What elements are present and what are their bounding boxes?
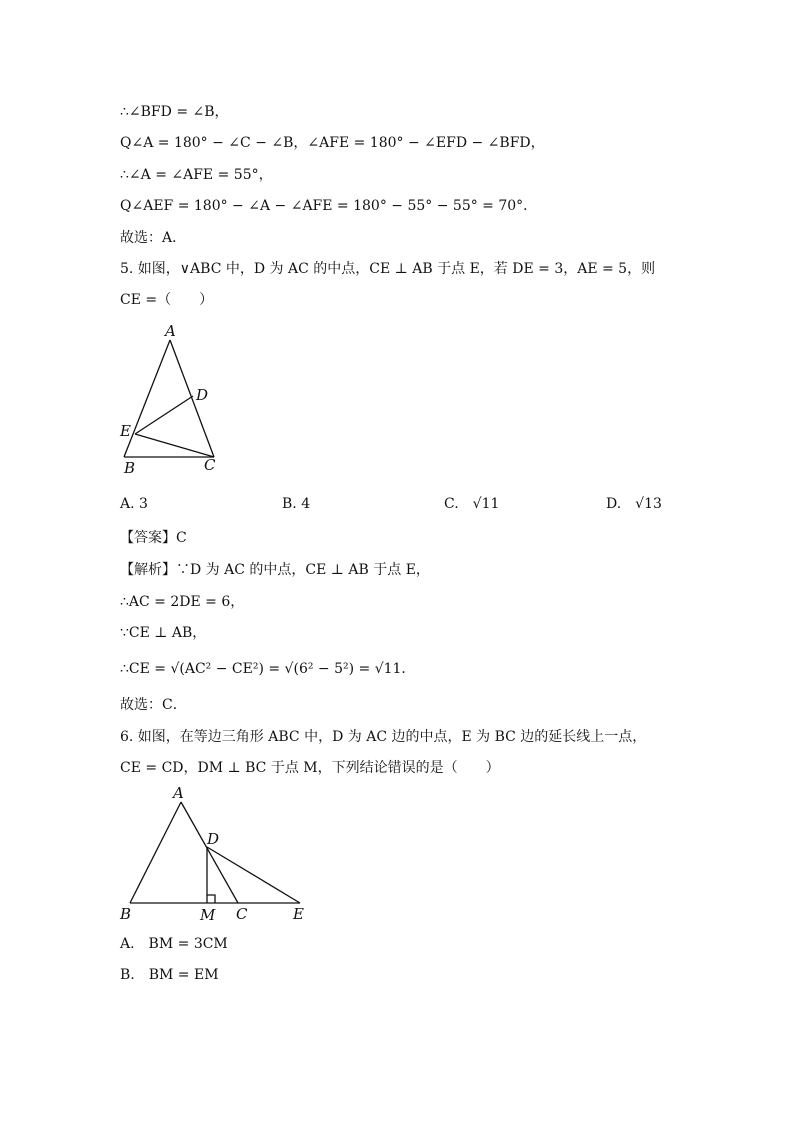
label-c: C (204, 456, 216, 474)
question-5-stem: 5. 如图，∨ABC 中，D 为 AC 的中点，CE ⊥ AB 于点 E，若 DE = 3，AE = 5，则 (120, 261, 656, 277)
segment-ed (135, 396, 193, 434)
segment-ec (135, 434, 214, 457)
text-line-4: Q∠AEF = 180° − ∠A − ∠AFE = 180° − 55° − 55° = 70°． (120, 198, 538, 214)
label-m: M (200, 906, 216, 924)
question-5-figure (110, 318, 240, 478)
segment-ac (181, 802, 238, 903)
text-line-3: ∴∠A = ∠AFE = 55°， (120, 167, 273, 183)
label-b: B (124, 459, 136, 477)
segment-ab (130, 802, 181, 903)
text-line-2: Q∠A = 180° − ∠C − ∠B，∠AFE = 180° − ∠EFD − ∠BFD， (120, 135, 545, 151)
question-6-option-b: B. BM = EM (120, 967, 219, 983)
question-6-stem-cont: CE = CD，DM ⊥ BC 于点 M，下列结论错误的是（ ） (120, 760, 500, 776)
question-6-stem: 6. 如图，在等边三角形 ABC 中，D 为 AC 边的中点，E 为 BC 边的延长线上一点， (120, 729, 647, 745)
text-line-5: 故选：A． (120, 230, 187, 246)
label-a: A (173, 784, 184, 802)
solution-line-2: ∴AC = 2DE = 6， (120, 594, 245, 610)
label-c: C (236, 905, 248, 923)
label-e: E (293, 905, 304, 923)
question-5-option-a: A. 3 (120, 496, 148, 512)
segment-de (207, 847, 300, 903)
answer-label: 【答案】C (120, 530, 187, 546)
question-5-option-d: D. √13 (606, 496, 662, 512)
right-angle-mark (207, 895, 215, 903)
label-d: D (196, 386, 209, 404)
solution-line-4: ∴CE = √(AC² − CE²) = √(6² − 5²) = √11． (120, 661, 416, 677)
question-5-option-b: B. 4 (282, 496, 311, 512)
question-6-figure (110, 780, 320, 925)
label-a: A (165, 322, 176, 340)
question-6-option-a: A. BM = 3CM (120, 936, 228, 952)
label-d: D (207, 830, 220, 848)
solution-line-1: 【解析】∵D 为 AC 的中点，CE ⊥ AB 于点 E， (120, 562, 430, 578)
solution-line-5: 故选：C． (120, 697, 187, 713)
solution-line-3: ∵CE ⊥ AB， (120, 625, 207, 641)
text-line-1: ∴∠BFD = ∠B， (120, 104, 229, 120)
question-5-stem-cont: CE =（ ） (120, 292, 214, 308)
label-e: E (120, 422, 131, 440)
question-5-option-c: C. √11 (444, 496, 500, 512)
label-b: B (120, 905, 132, 923)
